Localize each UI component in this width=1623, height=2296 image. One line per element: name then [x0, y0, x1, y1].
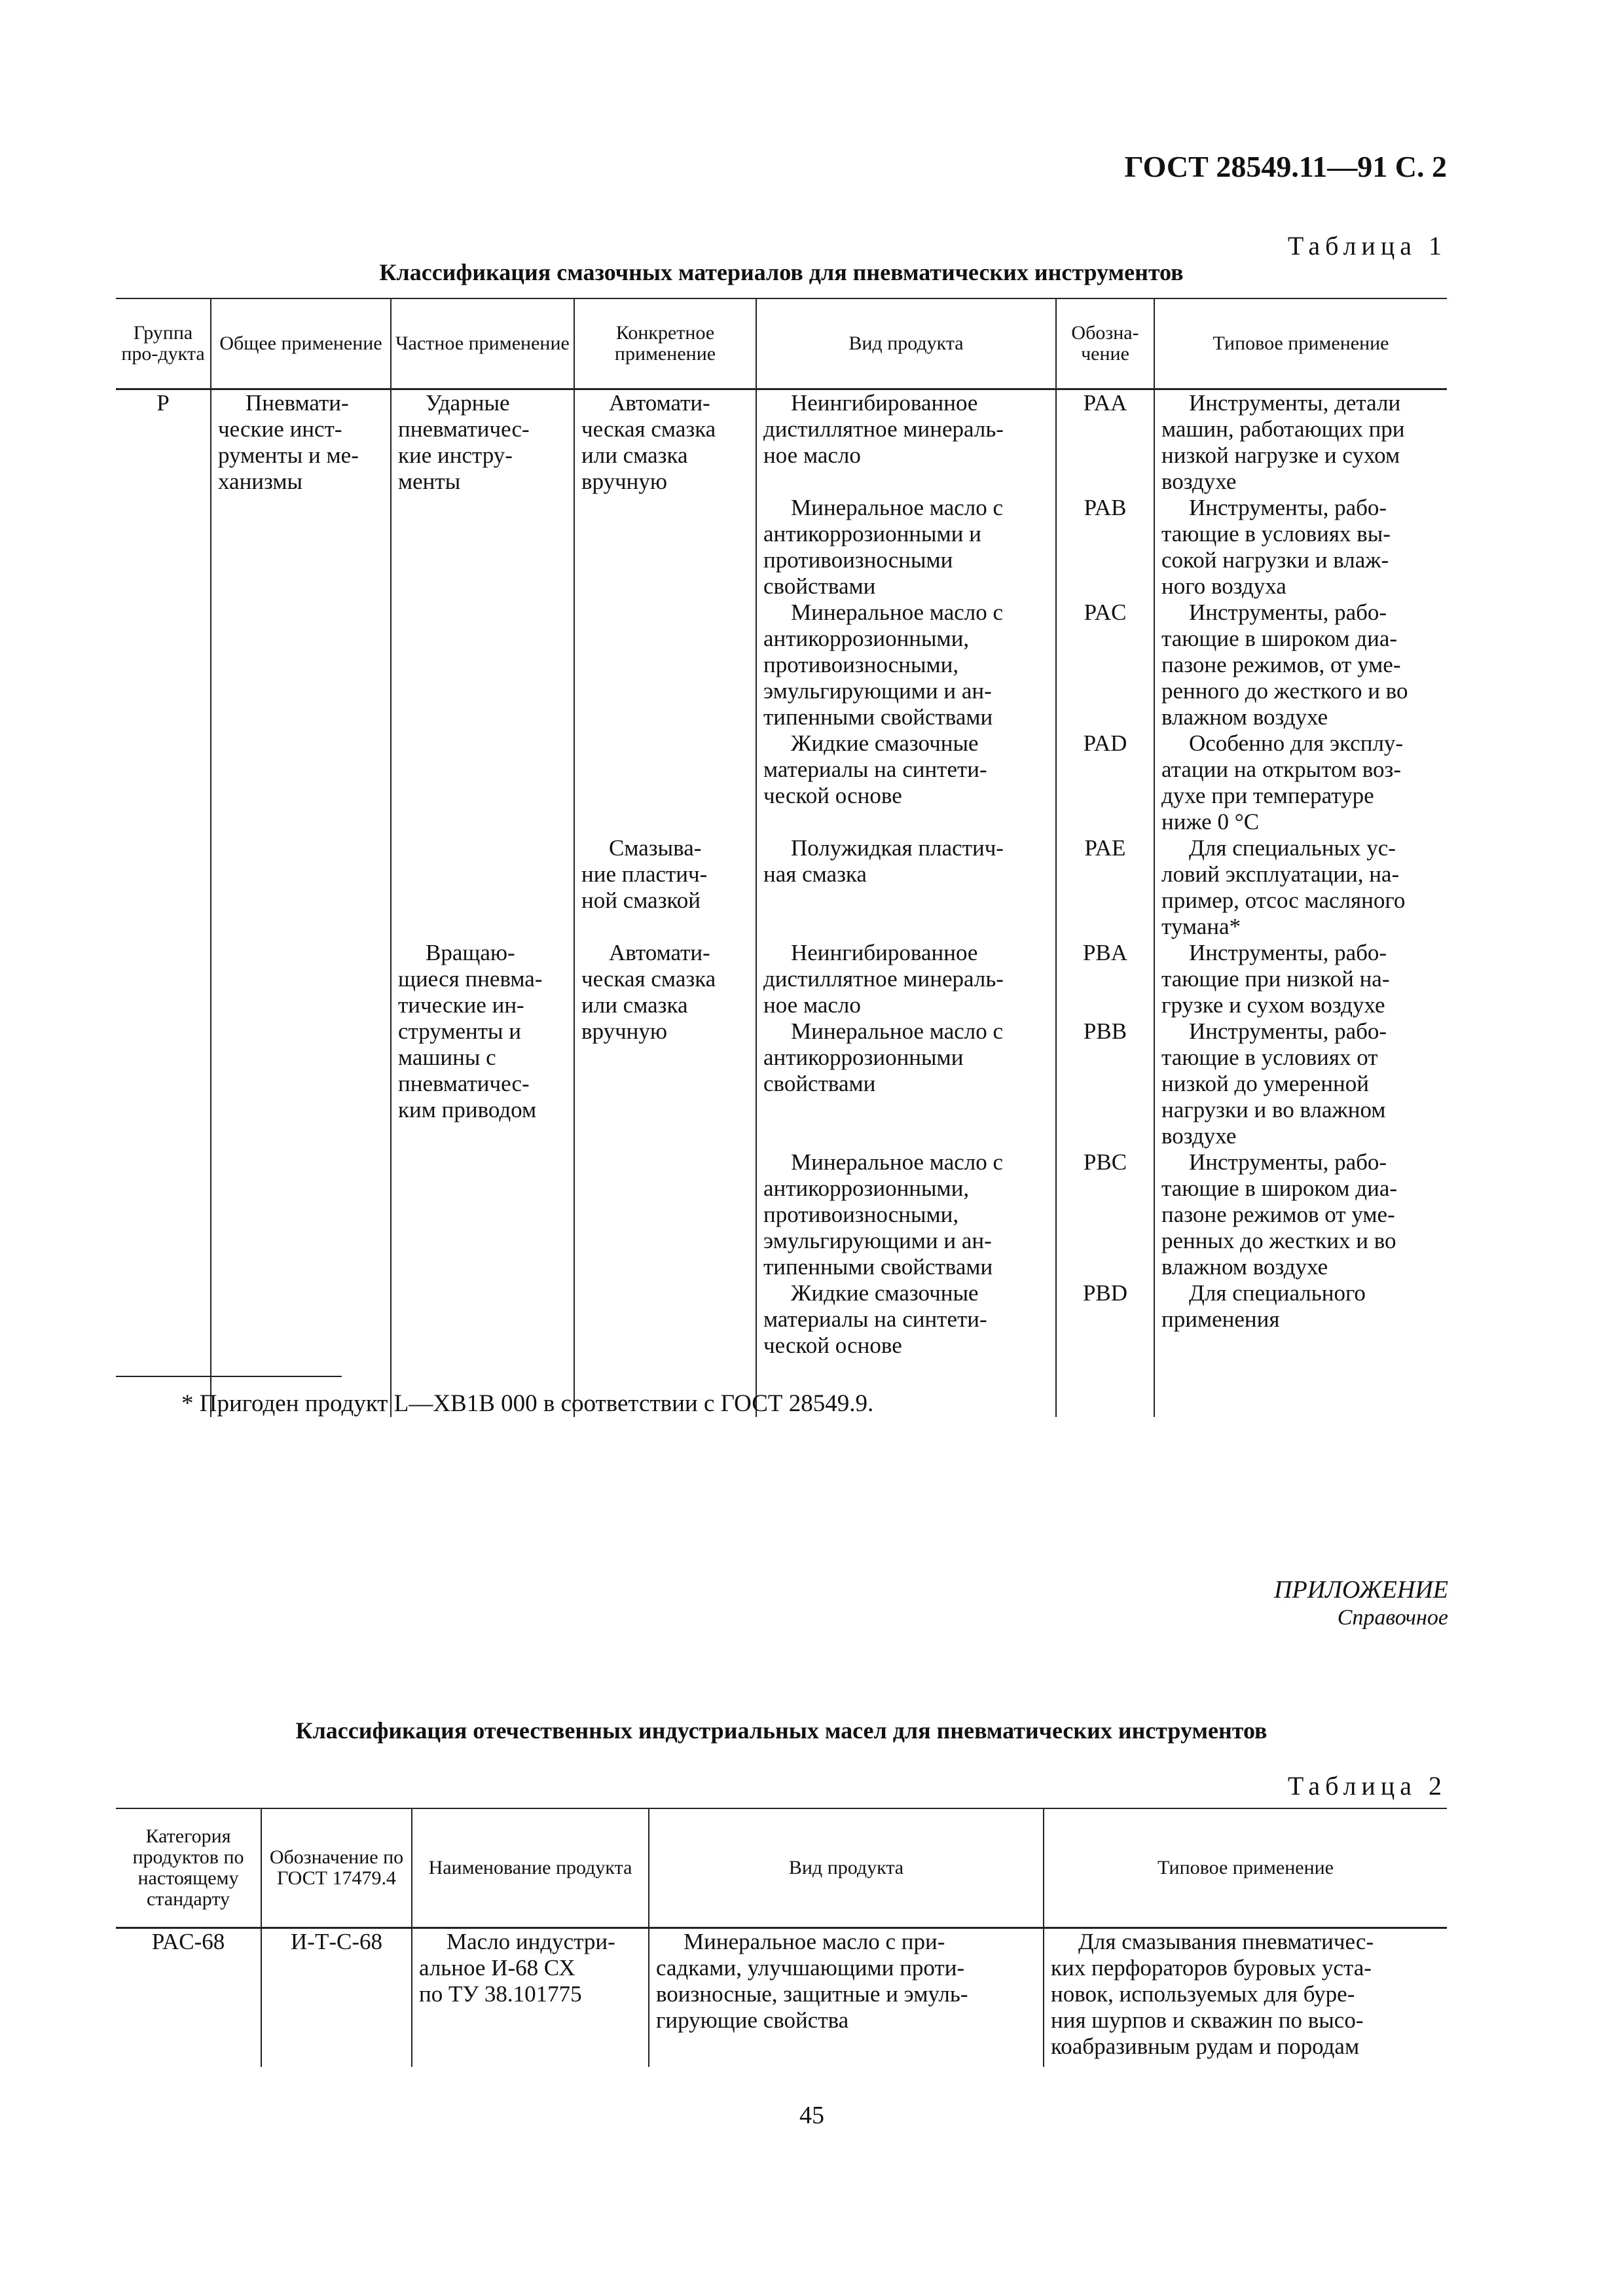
cell-line: щиеся пневма-	[398, 966, 543, 992]
header-cell: Типовое применение	[1044, 1808, 1447, 1928]
designation-code: PAC	[1084, 600, 1127, 625]
cell-line: ренных до жестких и во	[1161, 1228, 1396, 1253]
cell-line: альное И-68 СХ	[419, 1955, 575, 1981]
cell-line: атации на открытом воз-	[1161, 757, 1402, 782]
cell-line: Инструменты, рабо-	[1189, 1149, 1387, 1175]
cell-line: сокой нагрузки и влаж-	[1161, 547, 1389, 573]
cell-line: воздухе	[1161, 1123, 1237, 1149]
designation-cell	[261, 1928, 412, 2067]
cell-line: влажном воздухе	[1161, 1254, 1328, 1280]
cell-line: грузке и сухом воздухе	[1161, 992, 1385, 1018]
use-line-block	[1161, 390, 1440, 495]
cell-line: ное масло	[763, 442, 861, 468]
cell-line: Жидкие смазочные	[791, 730, 979, 756]
designation-code: PBD	[1082, 1280, 1128, 1306]
cell-line-block	[419, 1929, 642, 2007]
cell-line: низкой до умеренной	[1161, 1071, 1369, 1096]
cell-line: тающие в широком диа-	[1161, 1175, 1398, 1201]
header-cell: Обозна-чение	[1056, 298, 1154, 389]
cell-line: пневматичес-	[398, 1071, 530, 1096]
cell-line: Для смазывания пневматичес-	[1078, 1929, 1374, 1954]
cell-line: противоизносными,	[763, 1202, 959, 1227]
product-line-block	[763, 730, 1049, 835]
use-line-block	[1161, 940, 1440, 1018]
cell-line-block	[581, 940, 749, 1045]
cell-line: эмульгирующими и ан-	[763, 1228, 992, 1253]
cell-line: Минеральное масло с	[791, 600, 1004, 625]
cell-line: ческие инст-	[218, 416, 342, 442]
cell-line: Масло индустри-	[447, 1929, 615, 1954]
header-cell: Частное применение	[391, 298, 574, 389]
cell-line: ния шурпов и скважин по высо-	[1051, 2007, 1364, 2033]
document-header: ГОСТ 28549.11—91 С. 2	[1124, 150, 1447, 183]
footnote-rule	[116, 1376, 342, 1377]
designation-code: PAD	[1083, 730, 1127, 756]
use-line-block	[1161, 835, 1440, 940]
cell-line: ниже 0 °С	[1161, 809, 1260, 834]
product-line-block	[763, 390, 1049, 495]
cell-line: воздухе	[1161, 469, 1237, 494]
cell-line: пример, отсос масляного	[1161, 888, 1406, 913]
cell-line: Инструменты, рабо-	[1189, 1018, 1387, 1044]
cell-line: рументы и ме-	[218, 442, 359, 468]
cell-line: Для специальных ус-	[1189, 835, 1396, 861]
specific-use-cell	[574, 389, 756, 1417]
product-kind-cell	[649, 1928, 1044, 2067]
table1-label: Таблица 1	[1287, 231, 1447, 260]
cell-line: Пневмати-	[246, 390, 349, 416]
use-line-block	[1161, 1149, 1440, 1280]
cell-line: ное масло	[763, 992, 861, 1018]
header-cell: Категория продуктов по настоящему стандарту	[116, 1808, 261, 1928]
cell-line: вручную	[581, 1018, 668, 1044]
header-cell: Группа про-дукта	[116, 298, 211, 389]
product-line-block	[763, 1149, 1049, 1280]
cell-line: антикоррозионными и	[763, 521, 981, 547]
cell-line: Инструменты, рабо-	[1189, 600, 1387, 625]
cell-line: машины с	[398, 1045, 496, 1070]
cell-line: Минеральное масло с	[791, 1149, 1004, 1175]
cell-line: гирующие свойства	[656, 2007, 849, 2033]
cell-line: антикоррозионными,	[763, 1175, 970, 1201]
cell-line: противоизносными	[763, 547, 953, 573]
header-cell: Вид продукта	[649, 1808, 1044, 1928]
cell-line: коабразивным рудам и породам	[1051, 2034, 1360, 2059]
cell-line: Полужидкая пластич-	[791, 835, 1004, 861]
appendix-title: ПРИЛОЖЕНИЕ	[1274, 1576, 1448, 1604]
designation-code: PBC	[1083, 1149, 1127, 1175]
cell-line-block	[218, 390, 384, 495]
cell-line: Автомати-	[609, 940, 710, 965]
cell-line: Автомати-	[609, 390, 710, 416]
cell-line: Минеральное масло с	[791, 1018, 1004, 1044]
cell-line: PAC-68	[151, 1929, 225, 1954]
product-name-cell	[412, 1928, 649, 2067]
cell-line: свойствами	[763, 1071, 876, 1096]
cell-line: менты	[398, 469, 461, 494]
header-cell: Обозначение по ГОСТ 17479.4	[261, 1808, 412, 1928]
cell-line: машин, работающих при	[1161, 416, 1405, 442]
cell-line: воизносные, защитные и эмуль-	[656, 1981, 968, 2007]
cell-line: ного воздуха	[1161, 573, 1286, 599]
cell-line: вручную	[581, 469, 668, 494]
cell-line: садками, улучшающими проти-	[656, 1955, 965, 1981]
cell-line-block	[581, 390, 749, 835]
cell-line: ческой основе	[763, 1333, 902, 1358]
product-line-block	[763, 495, 1049, 600]
use-line-block	[1161, 1018, 1440, 1149]
cell-line: пневматичес-	[398, 416, 530, 442]
product-line-block	[763, 940, 1049, 1018]
cell-line: тающие при низкой на-	[1161, 966, 1390, 992]
cell-line: по ТУ 38.101775	[419, 1981, 582, 2007]
cell-line: Инструменты, рабо-	[1189, 940, 1387, 965]
cell-line: ким приводом	[398, 1097, 537, 1122]
table2-caption: Классификация отечественных индустриальных масел для пневматических инструментов	[295, 1717, 1267, 1744]
cell-line: Вращаю-	[426, 940, 515, 965]
table-header-row	[116, 298, 1447, 389]
use-line-block	[1161, 1280, 1440, 1333]
cell-line: типенными свойствами	[763, 704, 993, 730]
header-cell: Общее применение	[211, 298, 391, 389]
cell-line: новок, используемых для буре-	[1051, 1981, 1355, 2007]
cell-line-block	[398, 940, 567, 1123]
typical-use-cell	[1154, 389, 1447, 1417]
cell-line: ловий эксплуатации, на-	[1161, 861, 1400, 887]
cell-line: тающие в широком диа-	[1161, 626, 1398, 651]
cell-line: тумана*	[1161, 914, 1241, 939]
general-use-cell	[211, 389, 391, 1417]
cell-line: Жидкие смазочные	[791, 1280, 979, 1306]
cell-line: материалы на синтети-	[763, 757, 987, 782]
designation-code: PBA	[1082, 940, 1128, 965]
cell-line: P	[156, 390, 170, 416]
cell-line: дистиллятное минераль-	[763, 966, 1004, 992]
designation-cell	[1056, 389, 1154, 1417]
cell-line: Инструменты, детали	[1189, 390, 1401, 416]
cell-line: Особенно для эксплу-	[1189, 730, 1404, 756]
cell-line: нагрузки и во влажном	[1161, 1097, 1386, 1122]
table-header-row	[116, 1808, 1447, 1928]
use-line-block	[1161, 600, 1440, 730]
cell-line: Смазыва-	[609, 835, 702, 861]
cell-line: типенными свойствами	[763, 1254, 993, 1280]
table2-label: Таблица 2	[1287, 1771, 1447, 1801]
footnote: * Пригоден продукт L—XB1B 000 в соответствии с ГОСТ 28549.9.	[181, 1390, 874, 1417]
product-line-block	[763, 835, 1049, 940]
cell-line: Неингибированное	[791, 940, 978, 965]
designation-code: PAE	[1084, 835, 1126, 861]
cell-line: ная смазка	[763, 861, 867, 887]
designation-code: PAB	[1084, 495, 1127, 520]
cell-line-block	[398, 390, 567, 940]
cell-line: материалы на синтети-	[763, 1306, 987, 1332]
cell-line: Минеральное масло с при-	[684, 1929, 945, 1954]
cell-line: антикоррозионными,	[763, 626, 970, 651]
cell-line: Ударные	[426, 390, 510, 416]
cell-line: пазоне режимов от уме-	[1161, 1202, 1395, 1227]
cell-line: духе при температуре	[1161, 783, 1374, 808]
cell-line: ние пластич-	[581, 861, 708, 887]
cell-line: Минеральное масло с	[791, 495, 1004, 520]
cell-line: ханизмы	[218, 469, 303, 494]
table-row	[116, 1928, 1447, 2067]
cell-line-block	[1051, 1929, 1440, 2060]
cell-line: дистиллятное минераль-	[763, 416, 1004, 442]
cell-line: Для специального	[1189, 1280, 1366, 1306]
cell-line: кие инстру-	[398, 442, 513, 468]
cell-line: ческая смазка	[581, 966, 716, 992]
product-line-block	[763, 1018, 1049, 1149]
cell-line: или смазка	[581, 992, 688, 1018]
cell-line-block	[656, 1929, 1036, 2034]
cell-line: пазоне режимов, от уме-	[1161, 652, 1401, 677]
cell-line: тические ин-	[398, 992, 524, 1018]
cell-line: струменты и	[398, 1018, 522, 1044]
cell-line: ной смазкой	[581, 888, 701, 913]
product-line-block	[763, 600, 1049, 730]
cell-line: И-Т-С-68	[291, 1929, 382, 1954]
industrial-oils-table	[116, 1808, 1447, 2067]
cell-line: антикоррозионными	[763, 1045, 964, 1070]
cell-line: противоизносными,	[763, 652, 959, 677]
header-cell: Конкретное применение	[574, 298, 756, 389]
table-row	[116, 389, 1447, 1417]
cell-line: низкой нагрузке и сухом	[1161, 442, 1400, 468]
particular-use-cell	[391, 389, 574, 1417]
cell-line: или смазка	[581, 442, 688, 468]
cell-line	[122, 390, 204, 416]
use-line-block	[1161, 730, 1440, 835]
appendix-subtitle: Справочное	[1337, 1605, 1448, 1630]
cell-line: ренного до жесткого и во	[1161, 678, 1408, 704]
cell-line: ких перфораторов буровых уста-	[1051, 1955, 1372, 1981]
cell-line: тающие в условиях вы-	[1161, 521, 1391, 547]
designation-code: PAA	[1083, 390, 1127, 416]
category-cell	[116, 1928, 261, 2067]
cell-line: ческая смазка	[581, 416, 716, 442]
product-line-block	[763, 1280, 1049, 1359]
cell-line: применения	[1161, 1306, 1280, 1332]
header-cell: Наименование продукта	[412, 1808, 649, 1928]
classification-table	[116, 298, 1447, 1417]
product-kind-cell	[756, 389, 1056, 1417]
cell-line: эмульгирующими и ан-	[763, 678, 992, 704]
typical-use-cell	[1044, 1928, 1447, 2067]
cell-line: ческой основе	[763, 783, 902, 808]
header-cell: Вид продукта	[756, 298, 1056, 389]
use-line-block	[1161, 495, 1440, 600]
cell-line-block	[268, 1929, 405, 1955]
designation-code: PBB	[1083, 1018, 1127, 1044]
cell-line: Неингибированное	[791, 390, 978, 416]
header-cell: Типовое применение	[1154, 298, 1447, 389]
cell-line-block	[581, 835, 749, 940]
table1-caption: Классификация смазочных материалов для пневматических инструментов	[379, 259, 1184, 285]
product-group-cell	[116, 389, 211, 1417]
cell-line: влажном воздухе	[1161, 704, 1328, 730]
cell-line: свойствами	[763, 573, 876, 599]
cell-line-block	[122, 1929, 254, 1955]
cell-line: Инструменты, рабо-	[1189, 495, 1387, 520]
cell-line: тающие в условиях от	[1161, 1045, 1378, 1070]
page-number: 45	[799, 2102, 824, 2129]
